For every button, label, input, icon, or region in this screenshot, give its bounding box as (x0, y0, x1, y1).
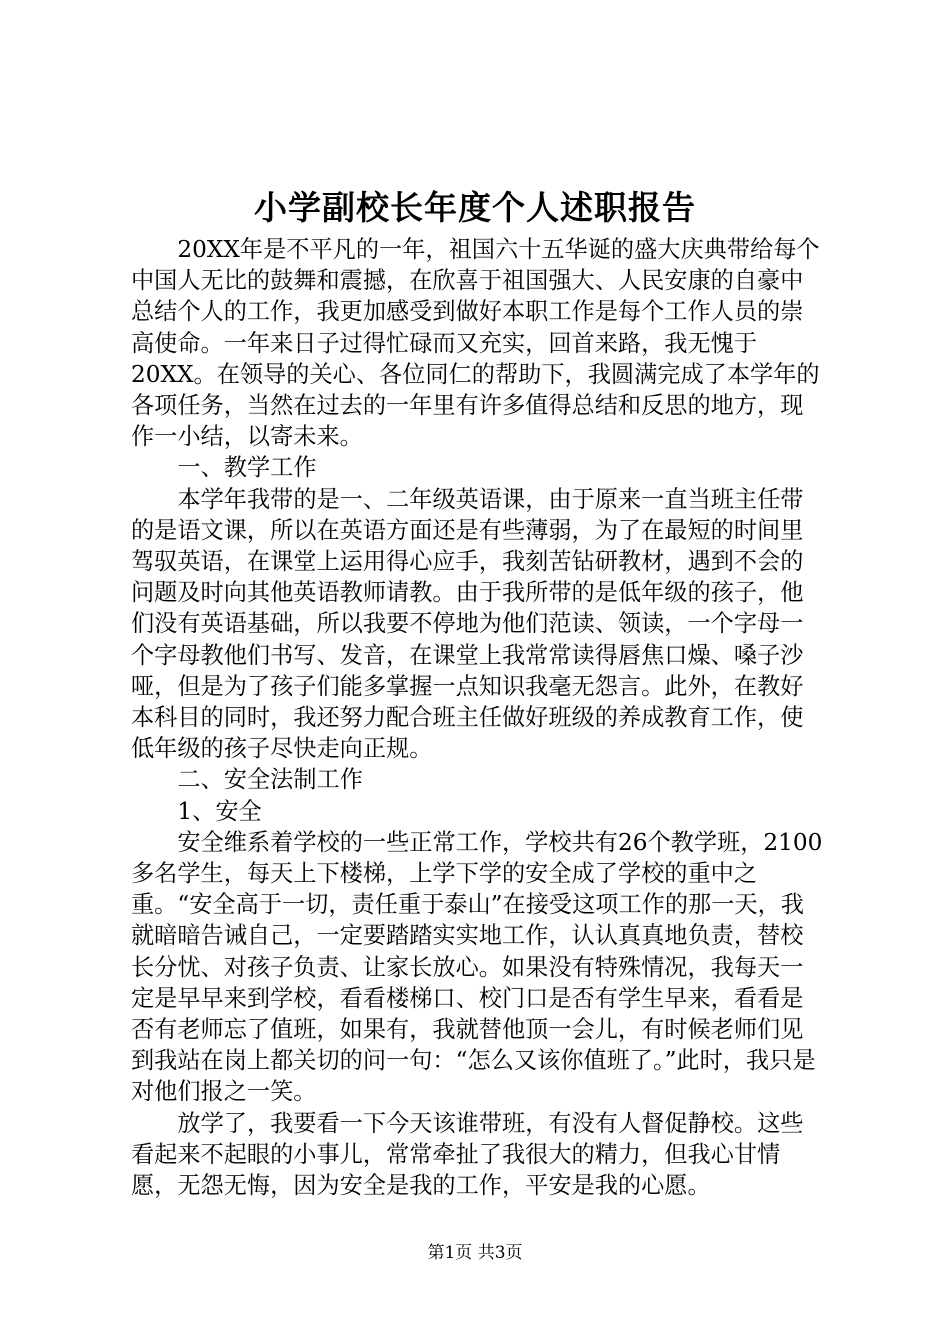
paragraph-teaching: 本学年我带的是一、二年级英语课，由于原来一直当班主任带的是语文课，所以在英语方面还是有些薄弱，为了在最短的时间里驾驭英语，在课堂上运用得心应手，我刻苦钻研教材，遇到不会的问题及时向其他英语教师请教。由于我所带的是低年级的孩子，他们没有英语基础，所以我要不停地为他们范读、领读，一个字母一个字母教他们书写、发音，在课堂上我常常读得唇焦口燥、嗓子沙哑，但是为了孩子们能多掌握一点知识我毫无怨言。此外，在教好本科目的同时，我还努力配合班主任做好班级的养成教育工作，使低年级的孩子尽快走向正规。 (131, 485, 804, 763)
paragraph-safety: 安全维系着学校的一些正常工作，学校共有26个教学班，2100多名学生，每天上下楼梯，上学下学的安全成了学校的重中之重。“安全高于一切，责任重于泰山”在接受这项工作的那一天，我就暗暗告诫自己，一定要踏踏实实地工作，认认真真地负责，替校长分忧、对孩子负责、让家长放心。如果没有特殊情况，我每天一定是早早来到学校，看看楼梯口、校门口是否有学生早来，看看是否有老师忘了值班，如果有，我就替他顶一会儿，有时候老师们见到我站在岗上都关切的问一句：“怎么又该你值班了。”此时，我只是对他们报之一笑。 (131, 828, 823, 1106)
paragraph-intro: 20XX年是不平凡的一年，祖国六十五华诞的盛大庆典带给每个中国人无比的鼓舞和震撼，在欣喜于祖国强大、人民安康的自豪中总结个人的工作，我更加感受到做好本职工作是每个工作人员的崇高使命。一年来日子过得忙碌而又充实，回首来路，我无愧于20XX。在领导的关心、各位同仁的帮助下，我圆满完成了本学年的各项任务，当然在过去的一年里有许多值得总结和反思的地方，现作一小结，以寄未来。 (131, 236, 820, 451)
paragraph-after-school: 放学了，我要看一下今天该谁带班，有没有人督促静校。这些看起来不起眼的小事儿，常常牵扯了我很大的精力，但我心甘情愿，无怨无悔，因为安全是我的工作，平安是我的心愿。 (131, 1109, 804, 1200)
section-heading-safety-law: 二、安全法制工作 (177, 766, 363, 794)
document-body (131, 234, 823, 1201)
page-title: 小学副校长年度个人述职报告 (254, 188, 696, 227)
subsection-heading-safety: 1、安全 (177, 797, 262, 825)
page-number-footer: 第1页 共3页 (427, 1243, 523, 1263)
section-heading-teaching: 一、教学工作 (177, 454, 317, 482)
